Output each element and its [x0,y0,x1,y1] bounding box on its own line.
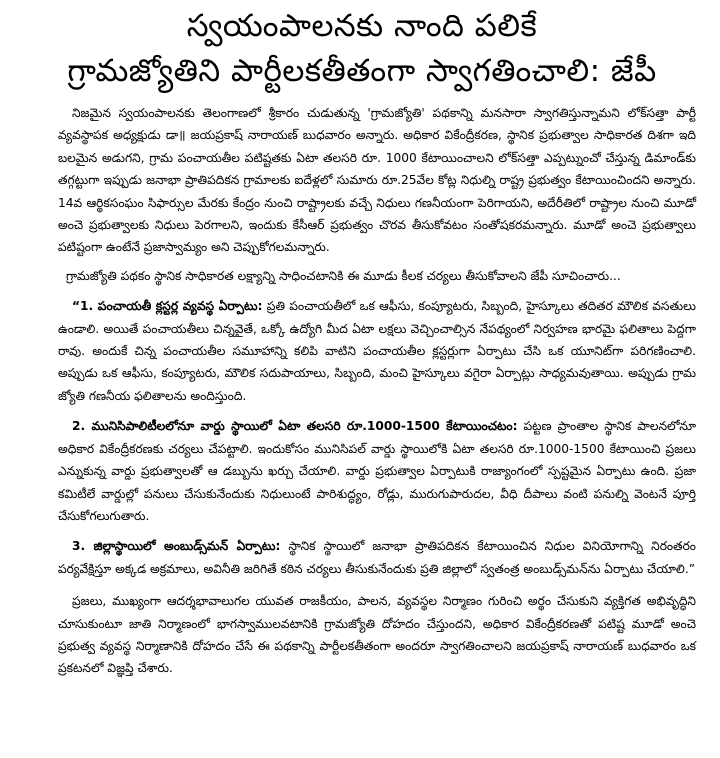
headline [28,4,696,94]
lead-in-paragraph: గ్రామజ్యోతి పథకం స్థానిక సాధికారత లక్ష్యాన్ని సాధించటానికి ఈ మూడు కీలక చర్యలు తీసుకోవాలని జేపీ సూచించారు... [66,268,621,283]
recommendation-1-heading: “1. పంచాయతీ క్లస్టర్ల వ్యవస్థ ఏర్పాటు: [72,299,263,314]
recommendation-2-text: పట్టణ ప్రాంతాల స్థానిక పాలనలోనూ అధికార వికేంద్రీకరణకు చర్యలు చేపట్టాలి. ఇందుకోసం మునిసిపల్ వార్డు స్థాయిలోకి ఏటా తలసరి రూ.1000-1500 కేటాయించి ప్రజలు ఎన్నుకున్న వార్డు ప్రభుత్వాలతో ఆ డబ్బును ఖర్చు చేయాలి. వార్డు ప్రభుత్వాల ఏర్పాటుకి రాజ్యాంగంలో స్పష్టమైన ఏర్పాటు ఉంది. ప్రజా కమిటీలే వార్డుల్లో పనులు చేసుకునేందుకు నిధులుంటే పారిశుద్ధ్యం, రోడ్లు, మురుగుపారుదల, వీధి దీపాలు వంటి పనుల్ని వెంటనే పూర్తి చేసుకోగలుగుతారు. [58,419,696,523]
closing-paragraph: ప్రజలు, ముఖ్యంగా ఆదర్శభావాలుగల యువత రాజకీయం, పాలన, వ్యవస్థల నిర్మాణం గురించి అర్థం చేసుకుని వ్యక్తిగత అభివృద్ధిని చూసుకుంటూ జాతి నిర్మాణంలో భాగస్వాములవటానికి గ్రామజ్యోతి దోహదం చేస్తుందని, అధికార వికేంద్రీకరణతో పటిష్ట మూడో అంచె ప్రభుత్వ వ్యవస్థ నిర్మాణానికి దోహదం చేసే ఈ పథకాన్ని పార్టీలకతీతంగా అందరూ స్వాగతించాలని జయప్రకాష్ నారాయణ్ బుధవారం ఒక ప్రకటనలో విజ్ఞప్తి చేశారు. [58,594,696,676]
recommendation-3-heading: 3. జిల్లాస్థాయిలో అంబుడ్స్‌మన్ ఏర్పాటు: [72,539,281,554]
recommendation-3-text: స్థానిక స్థాయిలో జనాభా ప్రాతిపదికన కేటాయించిన నిధుల వినియోగాన్ని నిరంతరం పర్యవేక్షిస్తూ అక్కడ అక్రమాలు, అవినీతి జరిగితే కఠిన చర్యలు తీసుకునేందుకు ప్రతి జిల్లాలో స్వతంత్ర అంబుడ్స్‌మన్‌ను ఏర్పాటు చేయాలి.” [58,539,696,576]
recommendation-1-text: ప్రతి పంచాయతీలో ఒక ఆఫీసు, కంప్యూటరు, సిబ్బంది, హైస్కూలు తదితర మౌలిక వసతులు ఉండాలి. అయితే పంచాయతీలు చిన్నవైతే, ఒక్కో ఉద్యోగి మీద ఏటా లక్షలు వెచ్చించాల్సిన నేపథ్యంలో నిర్వహణ భారమై ఫలితాలు పెద్దగా రావు. అందుకే చిన్న పంచాయతీల సమూహాన్ని కలిపి వాటిని పంచాయతీల క్లస్టర్లుగా ఏర్పాటు చేసి ఒక యూనిట్‌గా పరిగణించాలి. అప్పుడు ఒక ఆఫీసు, కంప్యూటరు, మౌలిక సదుపాయాలు, సిబ్బంది, మంచి హైస్కూలు వగైరా ఏర్పాట్లు సాధ్యమవుతాయి. అప్పుడు గ్రామ జ్యోతి గణనీయ ఫలితాలను అందిస్తుంది. [58,299,696,403]
recommendation-1 [58,295,696,407]
intro-paragraph: నిజమైన స్వయంపాలనకు తెలంగాణలో శ్రీకారం చుడుతున్న 'గ్రామజ్యోతి' పథకాన్ని మనసారా స్వాగతిస్తున్నామని లోక్‌సత్తా పార్టీ వ్యవస్థాపక అధ్యక్షుడు డా॥ జయప్రకాష్ నారాయణ్ బుధవారం అన్నారు. అధికార వికేంద్రీకరణ, స్థానిక ప్రభుత్వాల సాధికారత దిశగా ఇది బలమైన అడుగని, గ్రామ పంచాయతీల పటిష్టతకు ఏటా తలసరి రూ. 1000 కేటాయించాలని లోక్‌సత్తా ఎప్పట్నుంచో చేస్తున్న డిమాండ్‌కు తగ్గట్టుగా ఇప్పుడు జనాభా ప్రాతిపదికన గ్రామాలకు ఐదేళ్లలో సుమారు రూ.25వేల కోట్ల నిధుల్ని రాష్ట్ర ప్రభుత్వం కేటాయించిందని అన్నారు. 14వ ఆర్థికసంఘం సిఫార్సుల మేరకు కేంద్రం నుంచి రాష్ట్రాలకు వచ్చే నిధులు గణనీయంగా పెరిగాయని, అదేరీతిలో రాష్ట్రాల నుంచి మూడో అంచె ప్రభుత్వాలకు నిధులు పెరగాలని, ఇందుకు కేసీఆర్ ప్రభుత్వం చొరవ తీసుకోవటం సంతోషకరమన్నారు. మూడో అంచె ప్రభుత్వాలు పటిష్టంగా ఉంటేనే ప్రజాస్వామ్యం అని చెప్పుకోగలమన్నారు. [58,106,696,255]
recommendation-3 [58,535,696,580]
recommendations-list [58,295,696,580]
recommendation-2 [58,415,696,527]
headline-line-1: స్వయంపాలనకు నాంది పలికే [186,8,538,44]
headline-line-2: గ్రామజ్యోతిని పార్టీలకతీతంగా స్వాగతించాలి: జేపీ [67,53,657,89]
recommendation-2-heading: 2. మునిసిపాలిటీలలోనూ వార్డు స్థాయిలో ఏటా తలసరి రూ.1000-1500 కేటాయించటం: [72,419,518,434]
